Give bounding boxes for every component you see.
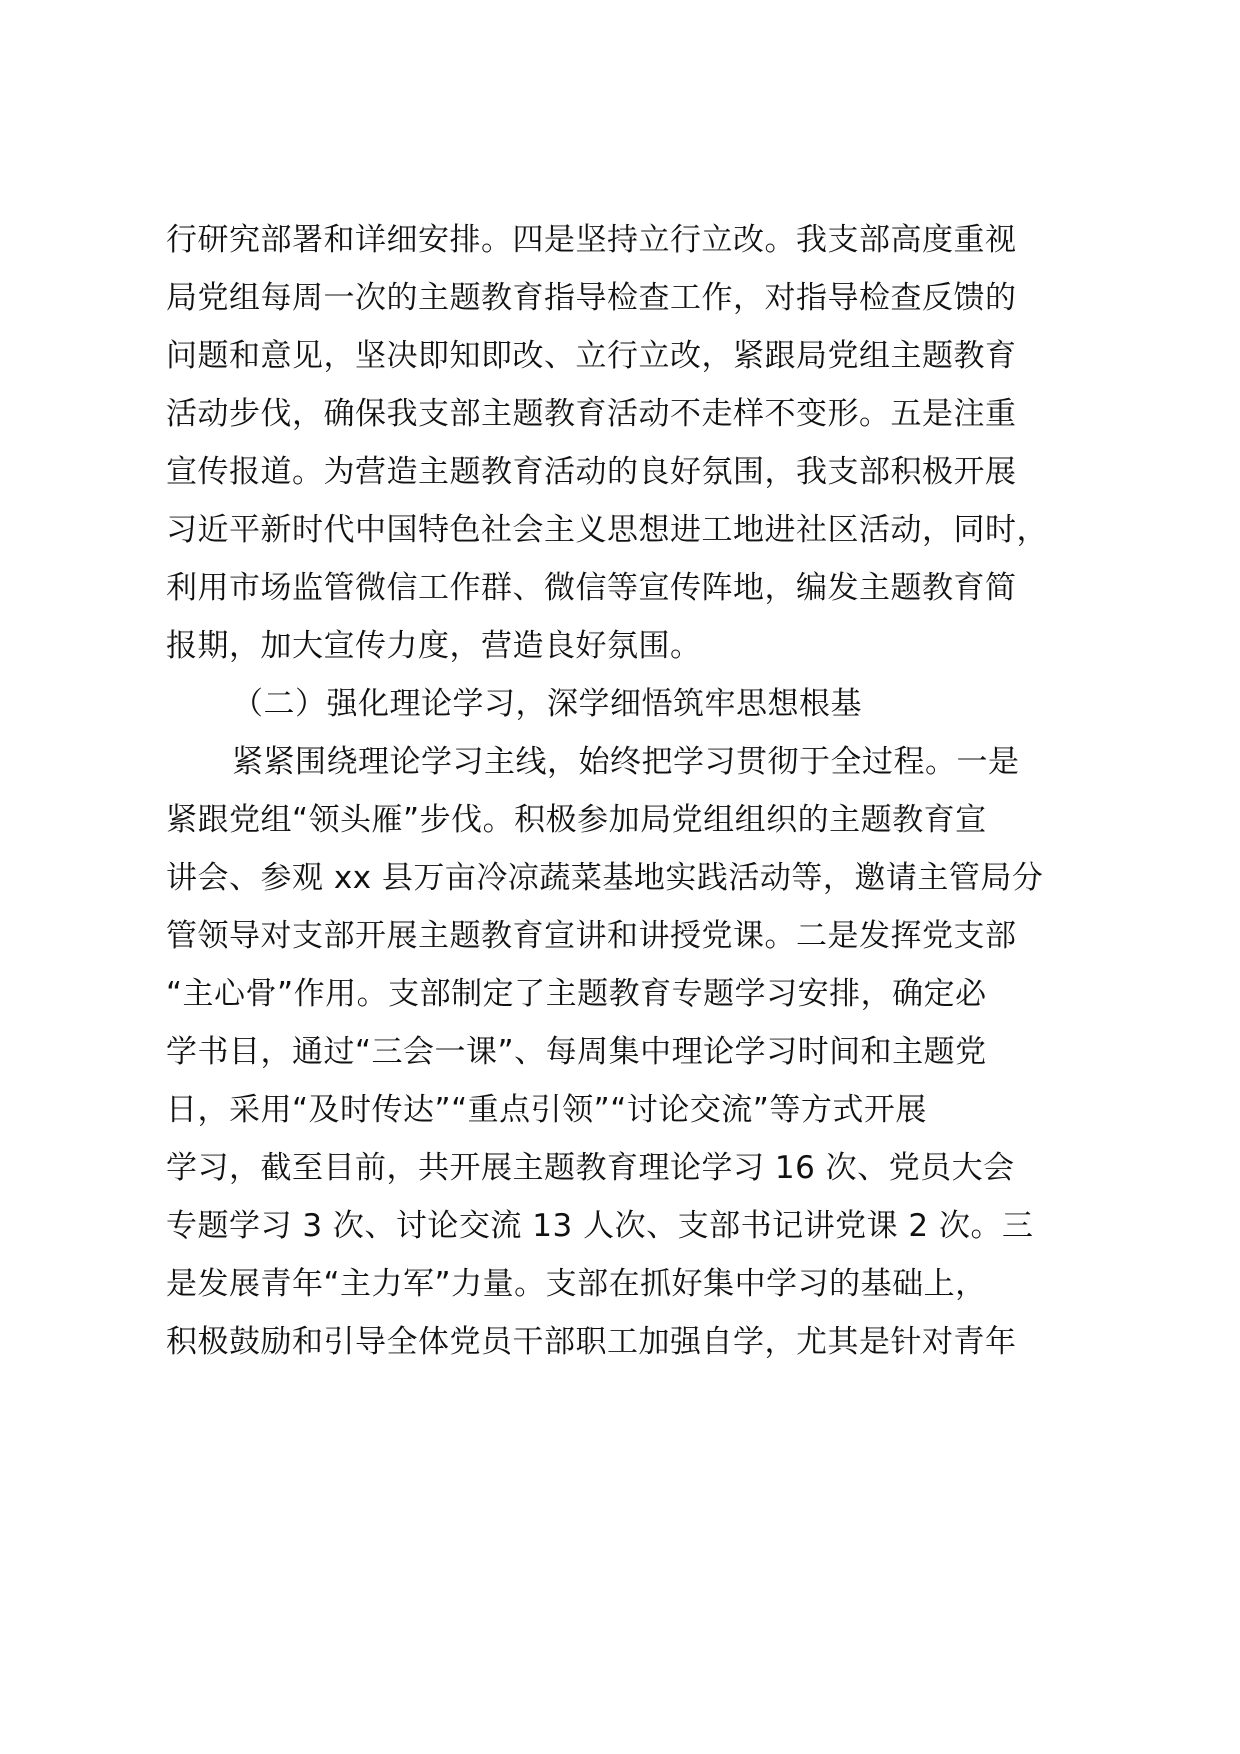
text-line: 积极鼓励和引导全体党员干部职工加强自学，尤其是针对青年 [166,1324,1017,1360]
text-line: 局党组每周一次的主题教育指导检查工作，对指导检查反馈的 [166,280,1017,316]
text-line: 宣传报道。为营造主题教育活动的良好氛围，我支部积极开展 [166,454,1017,490]
text-line: 报期，加大宣传力度，营造良好氛围。 [166,628,702,664]
section-heading: （二）强化理论学习，深学细悟筑牢思想根基 [232,686,862,722]
text-line: “主心骨”作用。支部制定了主题教育专题学习安排，确定必 [166,976,987,1012]
text-line: 行研究部署和详细安排。四是坚持立行立改。我支部高度重视 [166,222,1017,258]
text-line: 日，采用“及时传达”“重点引领”“讨论交流”等方式开展 [166,1092,927,1128]
text-line: 专题学习 3 次、讨论交流 13 人次、支部书记讲党课 2 次。三 [166,1208,1034,1244]
text-line: 学习，截至目前，共开展主题教育理论学习 16 次、党员大会 [166,1150,1015,1186]
text-line: 是发展青年“主力军”力量。支部在抓好集中学习的基础上， [166,1266,987,1302]
text-line: 紧跟党组“领头雁”步伐。积极参加局党组组织的主题教育宣 [166,802,987,838]
text-line: 利用市场监管微信工作群、微信等宣传阵地，编发主题教育简 [166,570,1017,606]
text-line: 管领导对支部开展主题教育宣讲和讲授党课。二是发挥党支部 [166,918,1017,954]
text-line: 学书目，通过“三会一课”、每周集中理论学习时间和主题党 [166,1034,987,1070]
text-line: 紧紧围绕理论学习主线，始终把学习贯彻于全过程。一是 [232,744,1020,780]
text-line: 活动步伐，确保我支部主题教育活动不走样不变形。五是注重 [166,396,1017,432]
text-line: 讲会、参观 xx 县万亩冷凉蔬菜基地实践活动等，邀请主管局分 [166,860,1044,896]
text-line: 问题和意见，坚决即知即改、立行立改，紧跟局党组主题教育 [166,338,1017,374]
text-line: 习近平新时代中国特色社会主义思想进工地进社区活动，同时， [166,512,1048,548]
